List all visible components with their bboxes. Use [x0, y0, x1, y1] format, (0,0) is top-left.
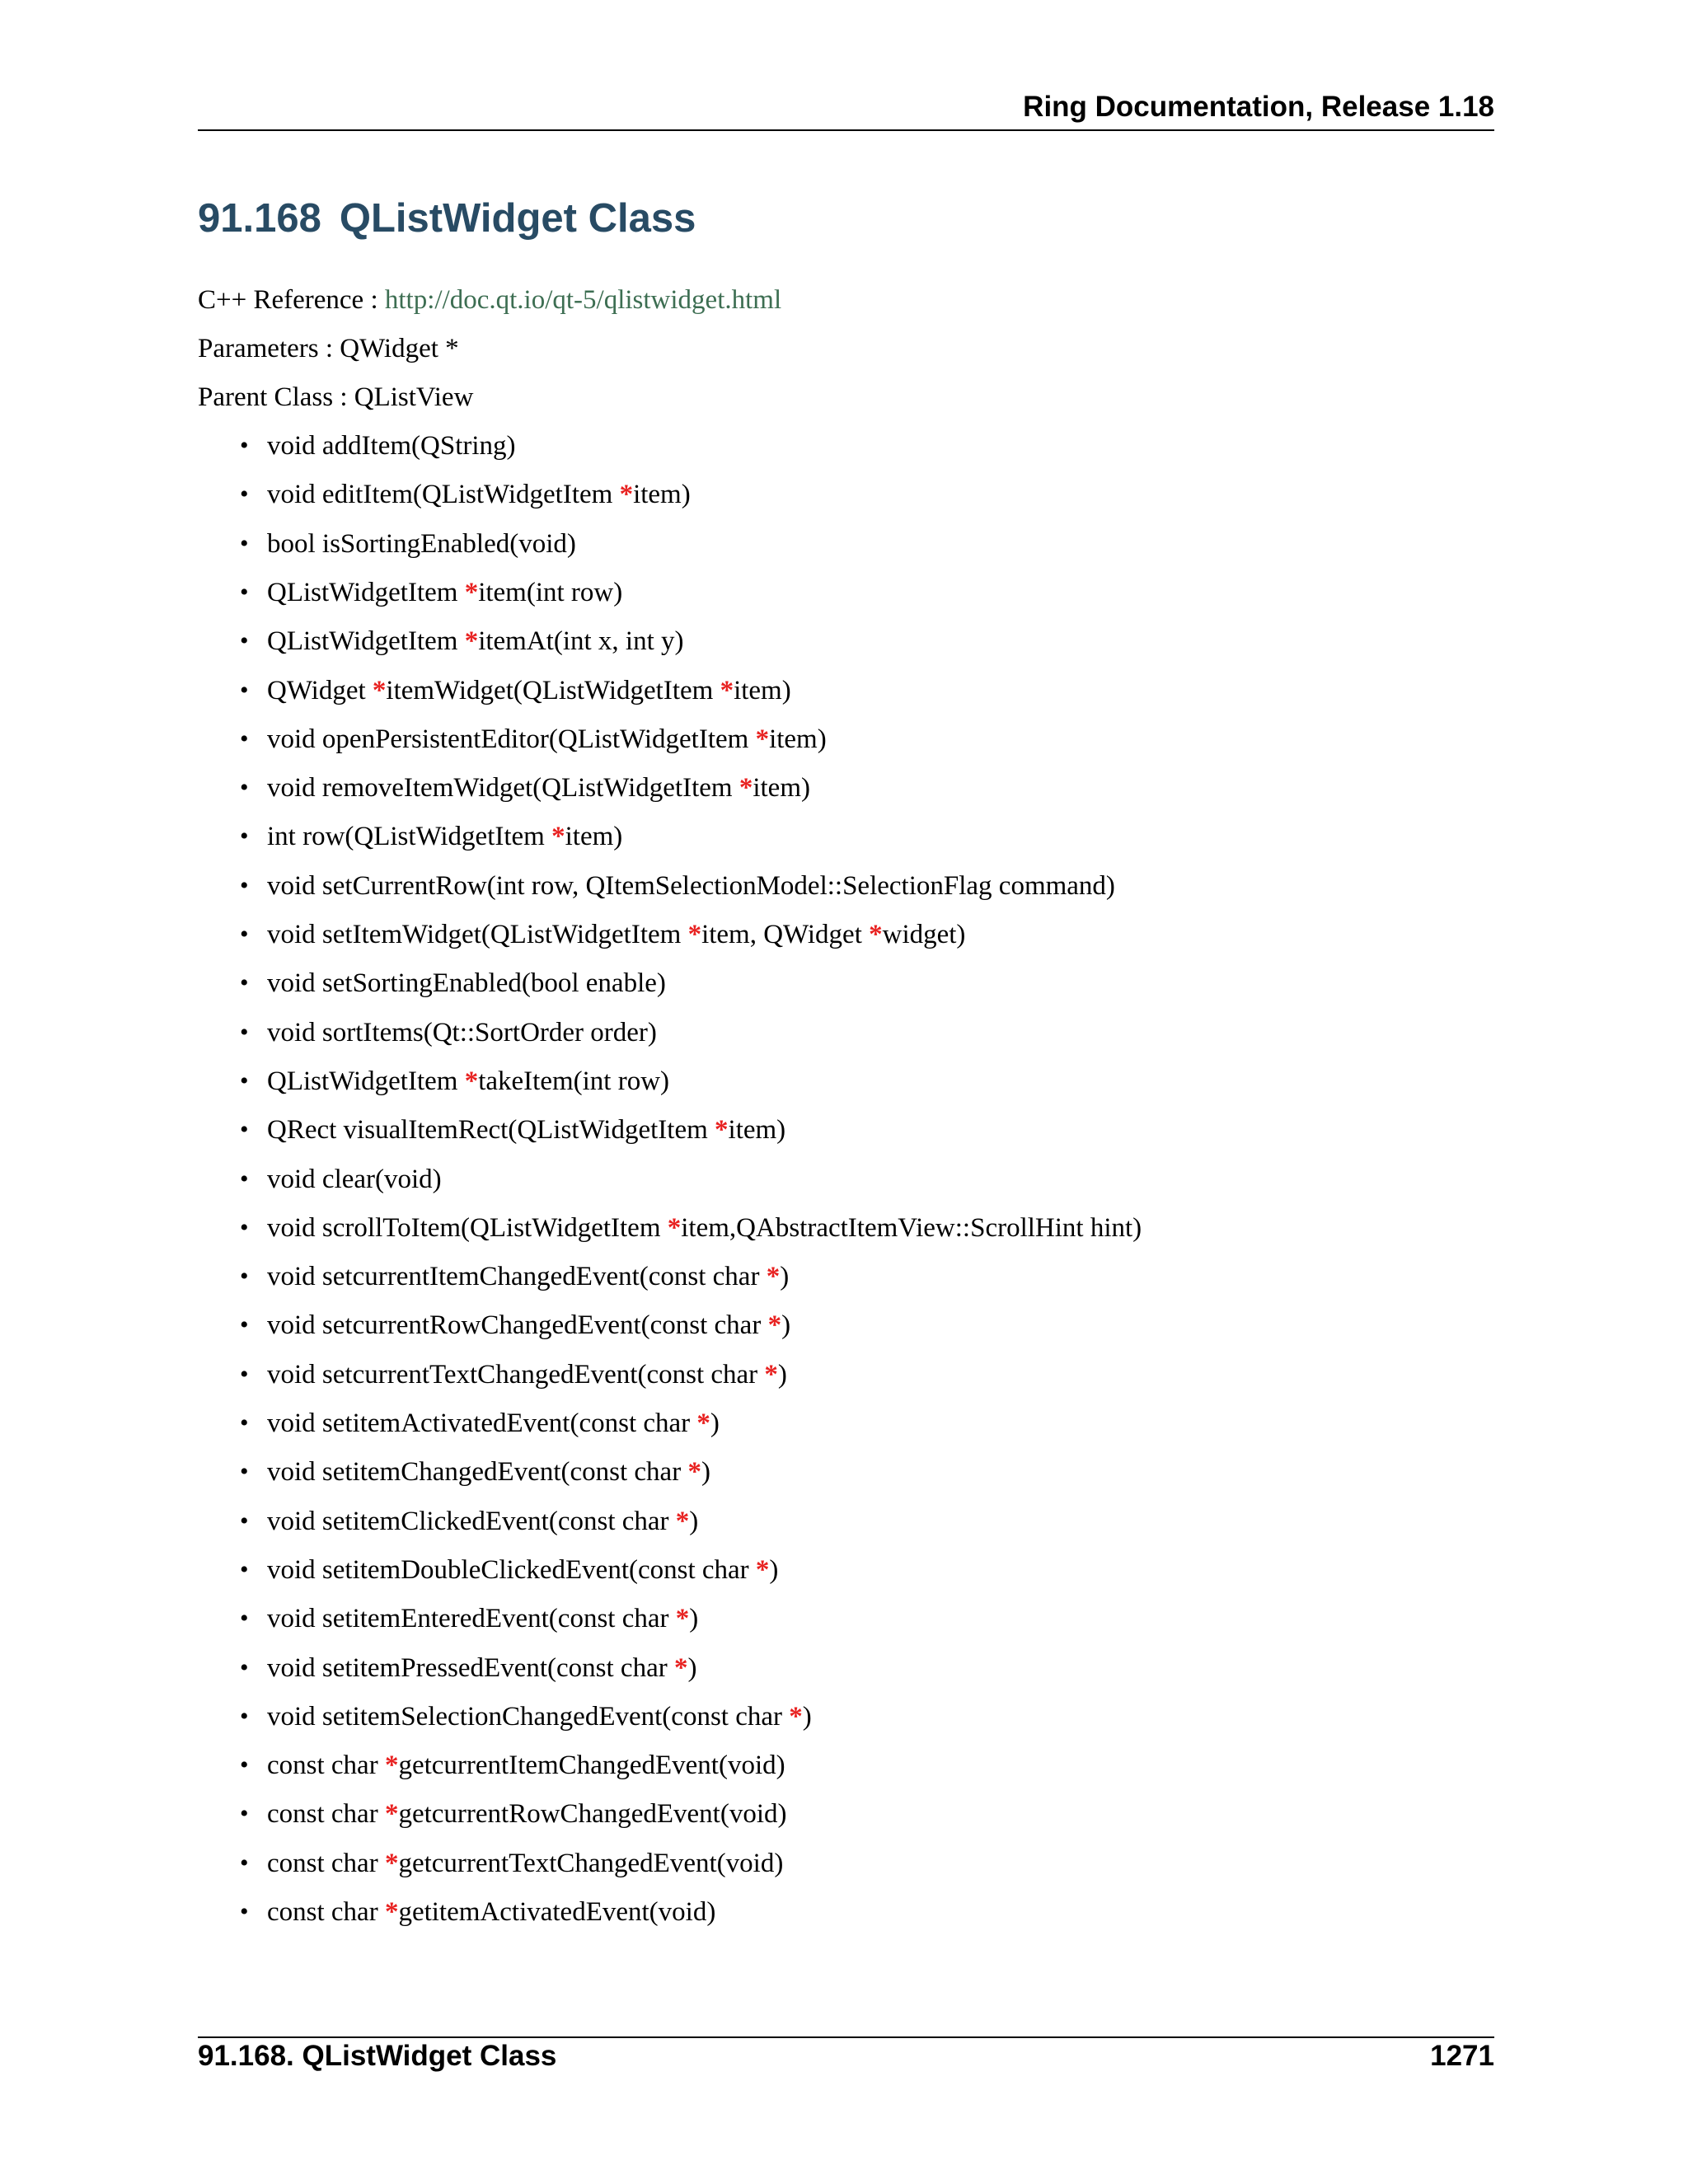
- bullet-icon: •: [240, 1556, 249, 1583]
- bullet-icon: •: [240, 1409, 249, 1436]
- pointer-star: *: [464, 578, 479, 607]
- pointer-star: *: [384, 1849, 399, 1878]
- method-signature: void setcurrentRowChangedEvent(const char *): [267, 1310, 791, 1340]
- bullet-icon: •: [240, 1654, 249, 1681]
- method-signature: void clear(void): [267, 1165, 442, 1194]
- pointer-star: *: [464, 1066, 479, 1096]
- pointer-star: *: [675, 1604, 690, 1633]
- pointer-star: *: [464, 626, 479, 656]
- bullet-icon: •: [240, 1849, 249, 1877]
- pointer-star: *: [696, 1408, 710, 1438]
- bullet-icon: •: [240, 1898, 249, 1925]
- method-signature: void scrollToItem(QListWidgetItem *item,QAbstractItemView::ScrollHint hint): [267, 1213, 1142, 1243]
- pointer-star: *: [384, 1799, 399, 1829]
- footer-rule: [198, 2036, 1494, 2038]
- pointer-star: *: [766, 1262, 781, 1291]
- method-signature: void editItem(QListWidgetItem *item): [267, 480, 691, 509]
- parameters-line: Parameters : QWidget *: [198, 334, 459, 363]
- bullet-icon: •: [240, 725, 249, 752]
- pointer-star: *: [687, 920, 702, 949]
- pointer-star: *: [384, 1750, 399, 1780]
- pointer-star: *: [720, 676, 734, 705]
- parent-class-line: Parent Class : QListView: [198, 382, 474, 412]
- pointer-star: *: [869, 920, 883, 949]
- method-signature: void setSortingEnabled(bool enable): [267, 968, 666, 998]
- pointer-star: *: [551, 822, 565, 851]
- pointer-star: *: [764, 1360, 778, 1390]
- cpp-reference-label: C++ Reference :: [198, 285, 385, 315]
- bullet-icon: •: [240, 579, 249, 606]
- method-signature: void setitemPressedEvent(const char *): [267, 1653, 697, 1683]
- bullet-icon: •: [240, 872, 249, 899]
- bullet-icon: •: [240, 1214, 249, 1241]
- bullet-icon: •: [240, 627, 249, 654]
- bullet-icon: •: [240, 1116, 249, 1143]
- method-signature: void addItem(QString): [267, 431, 516, 461]
- method-signature: QListWidgetItem *item(int row): [267, 578, 623, 607]
- pointer-star: *: [372, 676, 387, 705]
- cpp-reference-line: [198, 284, 781, 316]
- bullet-icon: •: [240, 1165, 249, 1193]
- bullet-icon: •: [240, 1605, 249, 1632]
- method-signature: QListWidgetItem *itemAt(int x, int y): [267, 626, 684, 656]
- pointer-star: *: [755, 724, 770, 754]
- method-signature: const char *getcurrentTextChangedEvent(void): [267, 1849, 784, 1878]
- method-signature: bool isSortingEnabled(void): [267, 529, 576, 559]
- footer-section-label: 91.168. QListWidget Class: [198, 2040, 557, 2072]
- method-signature: void setcurrentItemChangedEvent(const char *): [267, 1262, 790, 1291]
- pointer-star: *: [619, 480, 634, 509]
- method-signature: void setitemDoubleClickedEvent(const char *): [267, 1555, 779, 1585]
- method-signature: const char *getcurrentItemChangedEvent(void): [267, 1750, 785, 1780]
- section-title-text: QListWidget Class: [339, 196, 696, 241]
- bullet-icon: •: [240, 1800, 249, 1827]
- bullet-icon: •: [240, 1458, 249, 1485]
- bullet-icon: •: [240, 432, 249, 459]
- pointer-star: *: [715, 1115, 729, 1145]
- bullet-icon: •: [240, 1361, 249, 1388]
- method-signature: const char *getitemActivatedEvent(void): [267, 1897, 716, 1927]
- bullet-icon: •: [240, 1019, 249, 1046]
- bullet-icon: •: [240, 1751, 249, 1779]
- bullet-icon: •: [240, 774, 249, 801]
- method-signature: void setitemSelectionChangedEvent(const char *): [267, 1702, 812, 1732]
- bullet-icon: •: [240, 969, 249, 996]
- bullet-icon: •: [240, 1703, 249, 1730]
- method-signature: QListWidgetItem *takeItem(int row): [267, 1066, 670, 1096]
- bullet-icon: •: [240, 1263, 249, 1290]
- bullet-icon: •: [240, 921, 249, 948]
- cpp-reference-link[interactable]: http://doc.qt.io/qt-5/qlistwidget.html: [384, 285, 782, 315]
- header-rule: [198, 129, 1494, 131]
- bullet-icon: •: [240, 480, 249, 508]
- method-signature: void setitemChangedEvent(const char *): [267, 1457, 710, 1487]
- pointer-star: *: [738, 773, 753, 803]
- method-signature: int row(QListWidgetItem *item): [267, 822, 623, 851]
- section-number: 91.168: [198, 196, 321, 241]
- method-signature: void removeItemWidget(QListWidgetItem *item): [267, 773, 810, 803]
- bullet-icon: •: [240, 1067, 249, 1094]
- pointer-star: *: [675, 1507, 690, 1536]
- method-signature: void setcurrentTextChangedEvent(const char *): [267, 1360, 787, 1390]
- footer-page-number: 1271: [1430, 2040, 1494, 2072]
- pointer-star: *: [789, 1702, 803, 1732]
- pointer-star: *: [667, 1213, 682, 1243]
- bullet-icon: •: [240, 1311, 249, 1338]
- bullet-icon: •: [240, 1507, 249, 1535]
- pointer-star: *: [673, 1653, 688, 1683]
- bullet-icon: •: [240, 530, 249, 557]
- pointer-star: *: [384, 1897, 399, 1927]
- pointer-star: *: [755, 1555, 770, 1585]
- method-signature: void setItemWidget(QListWidgetItem *item, QWidget *widget): [267, 920, 966, 949]
- pointer-star: *: [687, 1457, 701, 1487]
- method-signature: void setitemClickedEvent(const char *): [267, 1507, 699, 1536]
- method-signature: void setitemActivatedEvent(const char *): [267, 1408, 720, 1438]
- method-signature: QRect visualItemRect(QListWidgetItem *item): [267, 1115, 786, 1145]
- method-signature: void setCurrentRow(int row, QItemSelectionModel::SelectionFlag command): [267, 871, 1115, 901]
- bullet-icon: •: [240, 677, 249, 704]
- pointer-star: *: [767, 1310, 782, 1340]
- method-signature: void openPersistentEditor(QListWidgetItem *item): [267, 724, 827, 754]
- section-heading: [198, 194, 696, 243]
- header-title: Ring Documentation, Release 1.18: [1023, 91, 1494, 123]
- method-signature: const char *getcurrentRowChangedEvent(void): [267, 1799, 787, 1829]
- bullet-icon: •: [240, 823, 249, 850]
- method-signature: void setitemEnteredEvent(const char *): [267, 1604, 699, 1633]
- method-signature: QWidget *itemWidget(QListWidgetItem *item): [267, 676, 791, 705]
- method-signature: void sortItems(Qt::SortOrder order): [267, 1018, 657, 1047]
